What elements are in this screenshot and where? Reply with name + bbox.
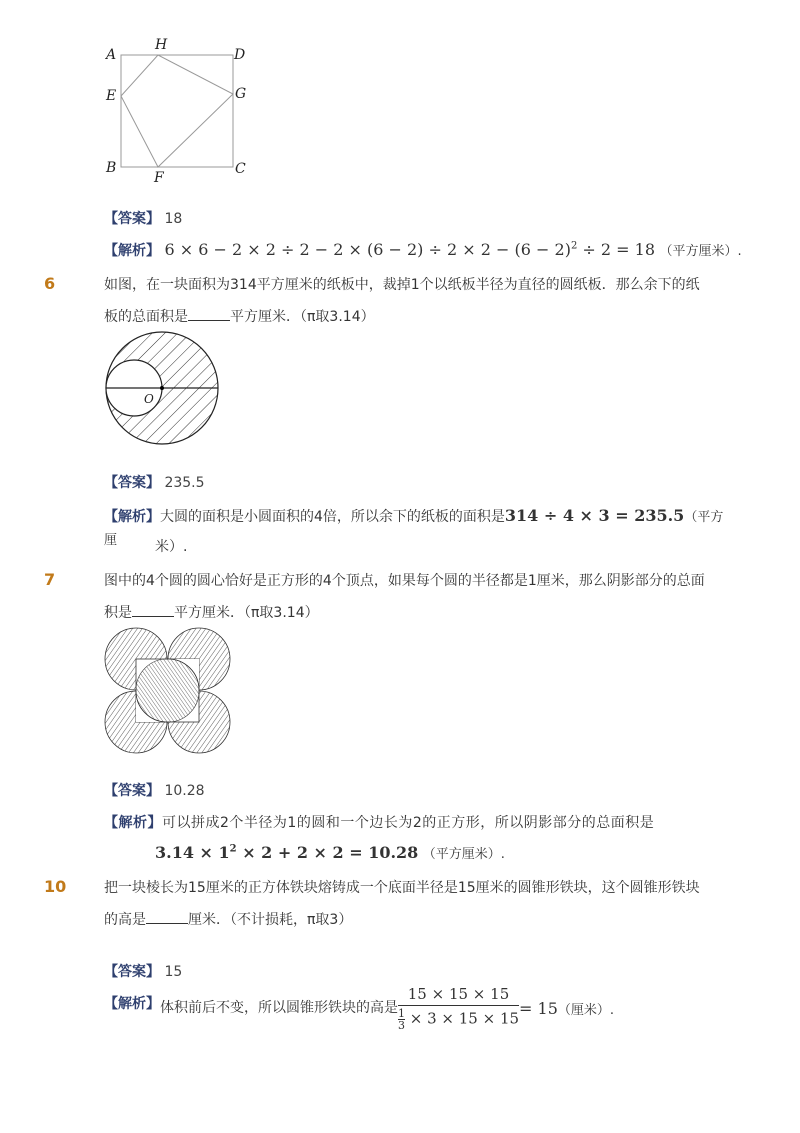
q7-analysis: 【解析】可以拼成2个半径为1的圆和一个边长为2的正方形，所以阴影部分的总面积是 [104, 815, 655, 831]
answer-value: 15 [164, 964, 183, 980]
answer-tag: 【答案】 [104, 475, 160, 491]
label-a: A [106, 47, 117, 63]
label-c: C [235, 161, 246, 177]
q10-text: 把一块棱长为15厘米的正方体铁块熔铸成一个底面半径是15厘米的圆锥形铁块，这个圆锥形铁块 的高是 厘米．（不计损耗，π取3） [104, 880, 700, 928]
circle-figure [104, 330, 224, 450]
answer-value: 18 [164, 211, 183, 227]
label-e: E [106, 88, 117, 104]
answer-blank [146, 909, 188, 924]
q5-answer-row [104, 208, 182, 228]
label-f: F [154, 170, 164, 186]
analysis-tag: 【解析】 [104, 815, 162, 831]
four-circles-figure [104, 627, 234, 757]
q6-analysis: 【解析】大圆的面积是小圆面积的4倍，所以余下的纸板的面积是314 ÷ 4 × 3 = 235.5（平方厘 [104, 506, 724, 548]
square-figure [100, 30, 260, 190]
analysis-unit: （平方厘米）. [659, 244, 742, 259]
label-b: B [106, 160, 117, 176]
analysis-tag: 【解析】 [104, 509, 160, 525]
answer-blank [188, 306, 230, 321]
answer-value: 10.28 [164, 783, 205, 799]
volume-fraction: 15 × 15 × 15 $\frac{1}{3}$ × 3 × 15 × 15 [398, 985, 520, 1032]
q7-text: 图中的4个圆的圆心恰好是正方形的4个顶点，如果每个圆的半径都是1厘米，那么阴影部分的总面 积是 平方厘米．（π取3.14） [104, 573, 705, 621]
q10-analysis: 【解析】 体积前后不变，所以圆锥形铁块的高是 15 × 15 × 15 $\frac{1}{3}$ × 3 × 15 × 15 = 15 （厘米）. [104, 985, 615, 1032]
question-number: 10 [44, 877, 67, 896]
label-h: H [155, 37, 168, 53]
q6-analysis-cont: 米）. [155, 539, 188, 555]
question-number: 6 [44, 274, 56, 293]
analysis-tag: 【解析】 [104, 243, 160, 259]
label-d: D [234, 47, 246, 63]
q6-text: 如图，在一块面积为314平方厘米的纸板中，裁掉1个以纸板半径为直径的圆纸板．那么余下的纸 板的总面积是 平方厘米．（π取3.14） [104, 274, 724, 328]
center-label-o: O [144, 392, 154, 406]
answer-blank [132, 602, 174, 617]
q5-analysis-row [104, 240, 742, 260]
q7-analysis-math: $3.14 \times 1^2 \times 2 + 2 \times 2 = 10.28$ （平方厘米）. [155, 843, 505, 862]
analysis-math: $6 \times 6 - 2 \times 2 \div 2 - 2 \times (6 - 2) \div 2 \times 2 - (6 - 2)^2 \div 2 = 18$ [164, 240, 656, 259]
q6-line1: 如图，在一块面积为314平方厘米的纸板中，裁掉1个以纸板半径为直径的圆纸板．那么余下的纸 [104, 277, 700, 293]
answer-value: 235.5 [164, 475, 205, 491]
q7-answer-row [104, 780, 205, 800]
analysis-tag: 【解析】 [104, 996, 160, 1012]
label-g: G [235, 86, 247, 102]
question-number: 7 [44, 570, 56, 589]
answer-tag: 【答案】 [104, 964, 160, 980]
q10-answer-row [104, 961, 182, 981]
answer-tag: 【答案】 [104, 783, 160, 799]
q6-answer-row [104, 472, 205, 492]
answer-tag: 【答案】 [104, 211, 160, 227]
